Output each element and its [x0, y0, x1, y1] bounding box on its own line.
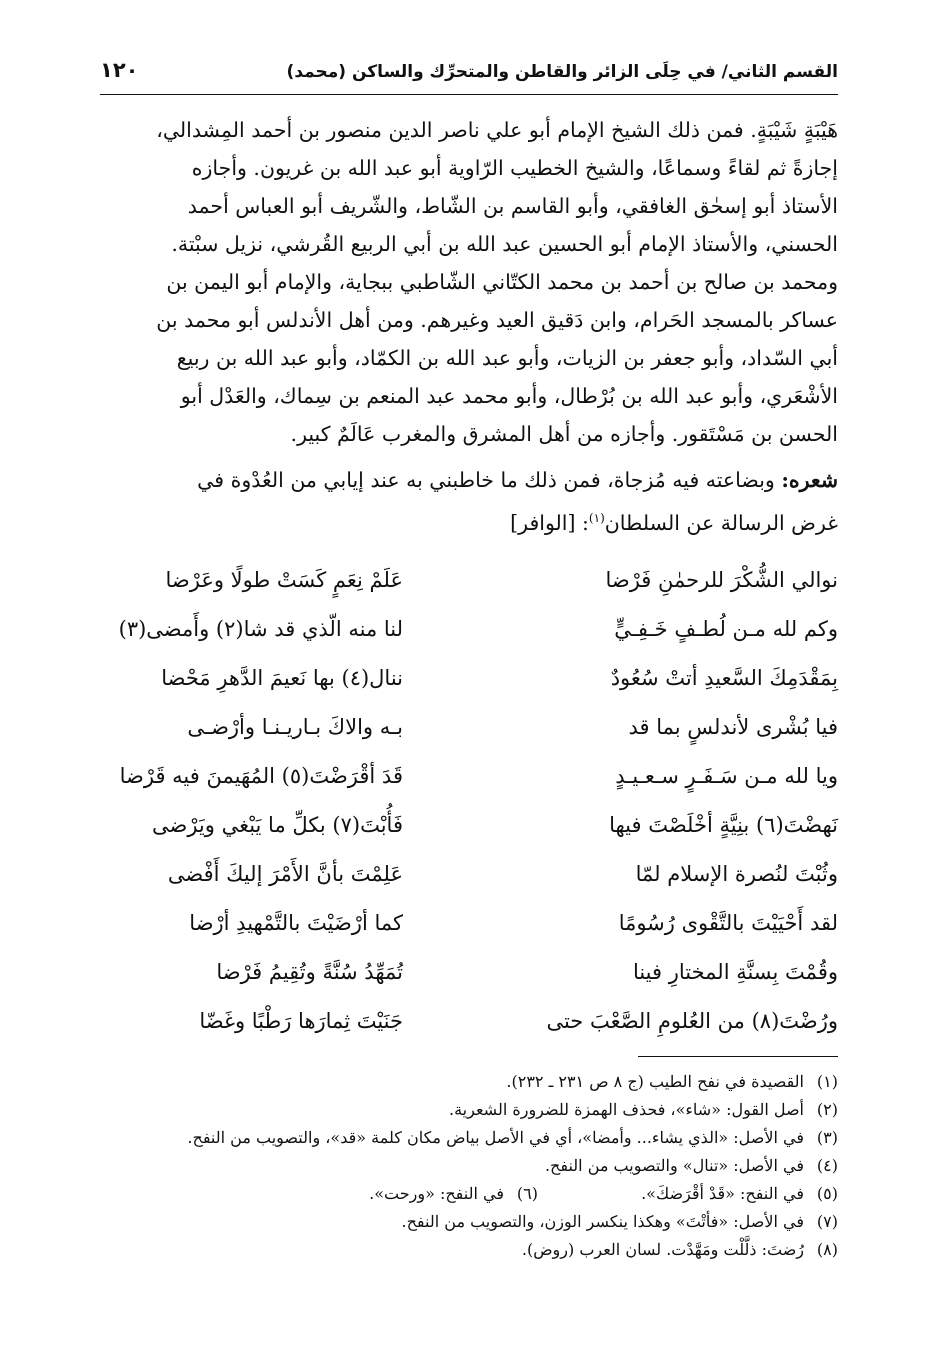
paragraph-line: الحسن بن مَسْتَقور. وأجازه من أهل المشرق والمغرب عَالَمٌ كبير.: [290, 422, 838, 446]
poem-meter: : [الوافر]: [510, 510, 589, 535]
poem-intro-line-2: [100, 499, 838, 542]
verse-second-hemistich: عَلِمْتَ بأنَّ الأَمْرَ إليكَ أَفْضى: [167, 862, 403, 887]
footnote-pair: [100, 1180, 838, 1208]
footnote-number: (٣): [816, 1128, 838, 1147]
paragraph-line: عساكر بالمسجد الحَرام، وابن دَقيق العيد وغيرهم. ومن أهل الأندلس أبو محمد بن: [156, 308, 838, 332]
paragraph-line: الأشْعَري، وأبو عبد الله بن بُرْطال، وأبو محمد عبد المنعم بن سِماك، والعَدْل أبو: [180, 384, 838, 408]
verse: [100, 605, 838, 654]
footnote-5: [538, 1180, 838, 1208]
footnote-text: في النفح: «ورحت».: [369, 1184, 504, 1203]
paragraph-line: أبي السّداد، وأبو جعفر بن الزيات، وأبو عبد الله بن الكمّاد، وأبو عبد الله بن ربيع: [176, 346, 838, 370]
footnote-number: (٧): [816, 1212, 838, 1231]
verse-second-hemistich: جَنَيْتَ ثِمارَها رَطْبًا وغَضّا: [199, 1009, 403, 1034]
poem-intro-label: شعره:: [781, 468, 838, 492]
verse-first-hemistich: فيا بُشْرى لأندلسٍ بما قد: [628, 715, 838, 740]
footnote-text: أصل القول: «شاء»، فحذف الهمزة للضرورة الشعرية.: [449, 1100, 804, 1119]
verse: [100, 850, 838, 899]
verse-first-hemistich: ورُضْتَ(٨) من العُلومِ الصَّعْبَ حتى: [546, 1009, 838, 1034]
verse: [100, 752, 838, 801]
footnote-text: في النفح: «قَدْ أقْرَضكَ».: [641, 1184, 804, 1203]
paragraph-line: ومحمد بن صالح بن أحمد بن محمد الكتّاني الشّاطبي ببجاية، والإمام أبو اليمن بن: [166, 270, 838, 294]
verse: [100, 703, 838, 752]
verse: [100, 556, 838, 605]
footnote-divider: [638, 1056, 838, 1057]
poem-intro-line-1: [100, 461, 838, 499]
poem-intro-text-2: غرض الرسالة عن السلطان: [604, 510, 838, 535]
verse-second-hemistich: فَأُبْتَ(٧) بكلِّ ما يَبْغي ويَرْضى: [151, 813, 403, 838]
footnote-text: في الأصل: «فأتْتَ» وهكذا ينكسر الوزن، والتصويب من النفح.: [401, 1212, 804, 1231]
verse-first-hemistich: نَهضْتَ(٦) بنِيَّةٍ أخْلَصْتَ فيها: [609, 813, 838, 838]
poem-intro-text: وبضاعته فيه مُزجاة، فمن ذلك ما خاطبني به عند إيابي من العُدْوة في: [197, 468, 782, 492]
footnote-number: (٥): [816, 1184, 838, 1203]
verse: [100, 899, 838, 948]
paragraph-line: إجازةً ثم لقاءً وسماعًا، والشيخ الخطيب الرّاوية أبو عبد الله بن غريون. وأجازه: [191, 156, 838, 180]
footnote-number: (٤): [816, 1156, 838, 1175]
page-number: ١٢٠: [100, 58, 139, 82]
verse-first-hemistich: وثُبْتَ لنُصرة الإسلام لمّا: [635, 862, 838, 887]
verse-second-hemistich: تُمَهِّدُ سُنَّةً وتُقِيمُ فَرْضا: [216, 960, 403, 985]
verse: [100, 801, 838, 850]
footnote-2: [100, 1096, 838, 1124]
footnote-3: [100, 1124, 838, 1152]
verse: [100, 948, 838, 997]
footnote-number: (١): [816, 1072, 838, 1091]
verse: [100, 654, 838, 703]
verse-first-hemistich: وكم لله مـن لُطـفٍ خَـفِـيٍّ: [614, 617, 838, 642]
paragraph-line: الأستاذ أبو إسحٰق الغافقي، وأبو القاسم بن الشّاط، والشّريف أبو العباس أحمد: [187, 194, 838, 218]
footnote-number: (٢): [816, 1100, 838, 1119]
verse-second-hemistich: ننال(٤) بها نَعيمَ الدَّهرِ مَحْضا: [161, 666, 403, 691]
verse-first-hemistich: بِمَقْدَمِكَ السَّعيدِ أتتْ سُعُودٌ: [610, 666, 838, 691]
footnote-7: [100, 1208, 838, 1236]
footnote-ref: (١): [588, 511, 605, 525]
verse: [100, 997, 838, 1046]
verse-first-hemistich: ويا لله مـن سَـفَـرٍ سـعـيـدٍ: [615, 764, 838, 789]
verse-first-hemistich: نوالي الشُّكْرَ للرحمٰنِ فَرْضا: [605, 568, 838, 593]
footnote-text: في الأصل: «تنال» والتصويب من النفح.: [544, 1156, 804, 1175]
footnote-number: (٨): [816, 1240, 838, 1259]
paragraph-line: الحسني، والأستاذ الإمام أبو الحسين عبد الله بن أبي الربيع القُرشي، نزيل سبْتة.: [171, 232, 838, 256]
footnote-text: رُضتَ: ذلَّلْت ومَهَّدْت. لسان العرب (روض).: [521, 1240, 804, 1259]
footnotes: [100, 1068, 838, 1264]
footnote-8: [100, 1236, 838, 1264]
verse-first-hemistich: لقد أَحْيَيْتَ بالتَّقْوى رُسُومًا: [618, 911, 838, 936]
footnote-text: القصيدة في نفح الطيب (ج ٨ ص ٢٣١ ـ ٢٣٢).: [506, 1072, 804, 1091]
page-header: [100, 58, 838, 95]
running-title: القسم الثاني/ في حِلَى الزائر والقاطن والمتحرِّك والساكن (محمد): [286, 62, 838, 82]
poem-intro: [100, 461, 838, 542]
page: [100, 58, 838, 1046]
footnote-number: (٦): [516, 1184, 538, 1203]
footnote-1: [100, 1068, 838, 1096]
footnote-4: [100, 1152, 838, 1180]
verse-second-hemistich: قَدَ أقْرَضْتَ(٥) المُهَيمنَ فيه قَرْضا: [119, 764, 403, 789]
verse-second-hemistich: بـه والاكَ بـاريـنـا وأرْضـى: [187, 715, 403, 740]
verse-second-hemistich: عَلَمْ نِعَمٍ كَسَتْ طولًا وعَرْضا: [165, 568, 403, 593]
verse-second-hemistich: لنا منه الّذي قد شا(٢) وأَمضى(٣): [118, 617, 403, 642]
footnote-text: في الأصل: «الذي يشاء... وأمضا»، أي في الأصل بياض مكان كلمة «قد»، والتصويب من النفح.: [187, 1128, 804, 1147]
main-text: [100, 111, 838, 542]
verse-first-hemistich: وقُمْتَ بِسنَّةِ المختارِ فينا: [632, 960, 838, 985]
verse-second-hemistich: كما أرْضَيْتَ بالتَّمْهيدِ أرْضا: [189, 911, 403, 936]
poem: [100, 556, 838, 1046]
footnote-6: [369, 1180, 538, 1208]
paragraph-line: هَيْبَةٍ شَيْبَةٍ. فمن ذلك الشيخ الإمام أبو علي ناصر الدين منصور بن أحمد المِشدالي،: [156, 118, 838, 142]
